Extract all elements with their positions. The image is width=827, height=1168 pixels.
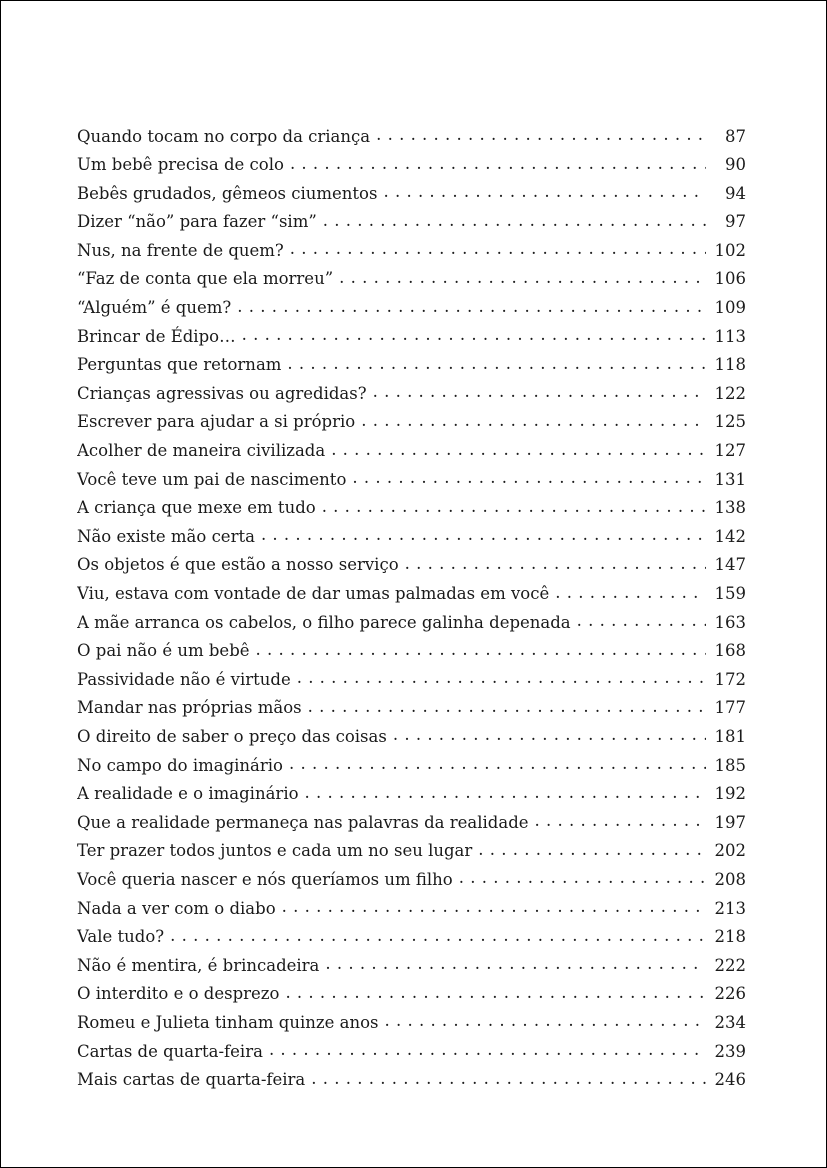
toc-dot-leader [577,611,706,628]
toc-entry [77,382,746,411]
toc-entry [77,1069,746,1098]
toc-entry-title: Quando tocam no corpo da criança [77,126,371,146]
toc-entry [77,325,746,354]
toc-entry-page: 163 [714,612,746,632]
toc-entry [77,697,746,726]
toc-entry [77,811,746,840]
toc-entry [77,411,746,440]
toc-entry-title: O pai não é um bebê [77,641,250,661]
toc-dot-leader [325,954,706,971]
toc-entry-page: 168 [714,641,746,661]
toc-entry-title: Perguntas que retornam [77,355,282,375]
toc-dot-leader [282,897,706,914]
toc-entry-page: 138 [714,498,746,518]
toc-dot-leader [331,440,706,457]
toc-entry [77,1011,746,1040]
toc-dot-leader [290,154,706,171]
toc-entry [77,1040,746,1069]
toc-entry-title: Cartas de quarta-feira [77,1041,263,1061]
toc-dot-leader [242,325,706,342]
toc-entry-title: Não existe mão certa [77,526,255,546]
toc-entry-title: Escrever para ajudar a si próprio [77,412,356,432]
toc-entry-page: 113 [714,326,746,346]
toc-dot-leader [261,525,706,542]
toc-entry [77,354,746,383]
toc-entry-title: “Faz de conta que ela morreu” [77,269,334,289]
toc-entry [77,525,746,554]
toc-entry [77,783,746,812]
toc-dot-leader [555,583,706,600]
toc-entry-title: Passividade não é virtude [77,669,291,689]
toc-entry-title: No campo do imaginário [77,755,283,775]
toc-entry [77,239,746,268]
toc-dot-leader [393,725,706,742]
toc-entry-title: Acolher de maneira civilizada [77,441,326,461]
toc-entry-page: 213 [714,898,746,918]
toc-entry-page: 172 [714,669,746,689]
toc-dot-leader [170,926,706,943]
toc-entry-title: Que a realidade permaneça nas palavras da realidade [77,812,529,832]
toc-entry-page: 127 [714,441,746,461]
toc-entry-title: Não é mentira, é brincadeira [77,955,320,975]
toc-entry-page: 181 [714,726,746,746]
toc-entry-title: Você queria nascer e nós queríamos um filho [77,869,453,889]
toc-dot-leader [478,840,706,857]
toc-entry [77,297,746,326]
toc-dot-leader [311,1069,706,1086]
toc-entry-title: Vale tudo? [77,927,165,947]
toc-entry-page: 222 [714,955,746,975]
toc-entry [77,440,746,469]
toc-entry-page: 94 [725,183,746,203]
toc-dot-leader [352,468,706,485]
toc-dot-leader [323,211,706,228]
toc-entry [77,468,746,497]
toc-dot-leader [305,783,706,800]
toc-entry-title: “Alguém” é quem? [77,298,232,318]
toc-entry-title: Um bebê precisa de colo [77,155,284,175]
toc-entry-title: A mãe arranca os cabelos, o filho parece galinha depenada [77,612,571,632]
toc-entry-page: 90 [725,155,746,175]
toc-entry-page: 109 [714,298,746,318]
toc-entry-page: 87 [725,126,746,146]
toc-entry-page: 159 [714,584,746,603]
toc-entry [77,840,746,869]
toc-entry-title: Bebês grudados, gêmeos ciumentos [77,183,378,203]
toc-dot-leader [237,297,706,314]
toc-entry-title: Você teve um pai de nascimento [77,469,347,489]
toc-entry-page: 118 [714,355,746,375]
toc-entry-title: A criança que mexe em tudo [77,498,316,518]
toc-entry [77,926,746,955]
toc-entry-title: Ter prazer todos juntos e cada um no seu lugar [77,841,473,861]
toc-dot-leader [405,554,706,571]
toc-entry-page: 97 [725,212,746,232]
toc-entry-title: O direito de saber o preço das coisas [77,726,387,746]
toc-dot-leader [308,697,706,714]
toc-entry-page: 106 [714,269,746,289]
toc-entry-title: O interdito e o desprezo [77,984,280,1004]
toc-dot-leader [373,382,706,399]
toc-entry-page: 197 [714,812,746,832]
toc-entry [77,497,746,526]
toc-dot-leader [297,668,706,685]
toc-entry [77,125,746,154]
toc-entry [77,182,746,211]
toc-entry-page: 102 [714,240,746,260]
toc-dot-leader [322,497,706,514]
toc-entry-title: Dizer “não” para fazer “sim” [77,212,317,232]
toc-dot-leader [384,1011,706,1028]
toc-entry [77,754,746,783]
toc-entry-page: 177 [714,698,746,718]
toc-entry-page: 125 [714,412,746,432]
toc-dot-leader [376,125,706,142]
toc-entry [77,611,746,640]
toc-dot-leader [289,754,706,771]
toc-entry [77,154,746,183]
toc-entry-page: 131 [714,469,746,489]
toc-entry [77,211,746,240]
toc-entry [77,983,746,1012]
toc-dot-leader [287,354,706,371]
toc-dot-leader [290,239,706,256]
toc-entry [77,583,746,612]
toc-entry-title: Mais cartas de quarta-feira [77,1070,306,1090]
toc-entry-page: 185 [714,755,746,775]
toc-entry [77,668,746,697]
toc-entry [77,725,746,754]
toc-entry-title: A realidade e o imaginário [77,784,299,804]
toc-dot-leader [361,411,706,428]
toc-entry-page: 208 [714,869,746,889]
toc-entry-page: 147 [714,555,746,575]
toc-dot-leader [256,640,706,657]
toc-entry-title: Romeu e Julieta tinham quinze anos [77,1012,379,1032]
toc-dot-leader [383,182,706,199]
toc-entry [77,954,746,983]
toc-entry [77,640,746,669]
toc-entry-page: 246 [714,1070,746,1090]
toc-entry [77,868,746,897]
toc-entry-title: Brincar de Édipo… [77,326,236,346]
toc-dot-leader [535,811,706,828]
toc-entry-title: Nus, na frente de quem? [77,240,284,260]
toc-entry-title: Nada a ver com o diabo [77,898,276,918]
toc-entry-page: 239 [714,1041,746,1061]
toc-entry-page: 192 [714,784,746,804]
toc-dot-leader [459,868,706,885]
toc-entry [77,897,746,926]
table-of-contents [77,125,746,1097]
toc-entry-title: Mandar nas próprias mãos [77,698,302,718]
toc-dot-leader [269,1040,706,1057]
toc-entry-title: Crianças agressivas ou agredidas? [77,383,367,403]
toc-entry-page: 142 [714,526,746,546]
toc-entry [77,268,746,297]
toc-entry-page: 218 [714,927,746,947]
toc-entry-title: Os objetos é que estão a nosso serviço [77,555,399,575]
toc-entry [77,554,746,583]
toc-dot-leader [285,983,706,1000]
toc-dot-leader [339,268,706,285]
toc-entry-title: Viu, estava com vontade de dar umas palmadas em você [77,584,550,603]
toc-entry-page: 234 [714,1012,746,1032]
toc-entry-page: 122 [714,383,746,403]
toc-entry-page: 202 [714,841,746,861]
toc-entry-page: 226 [714,984,746,1004]
